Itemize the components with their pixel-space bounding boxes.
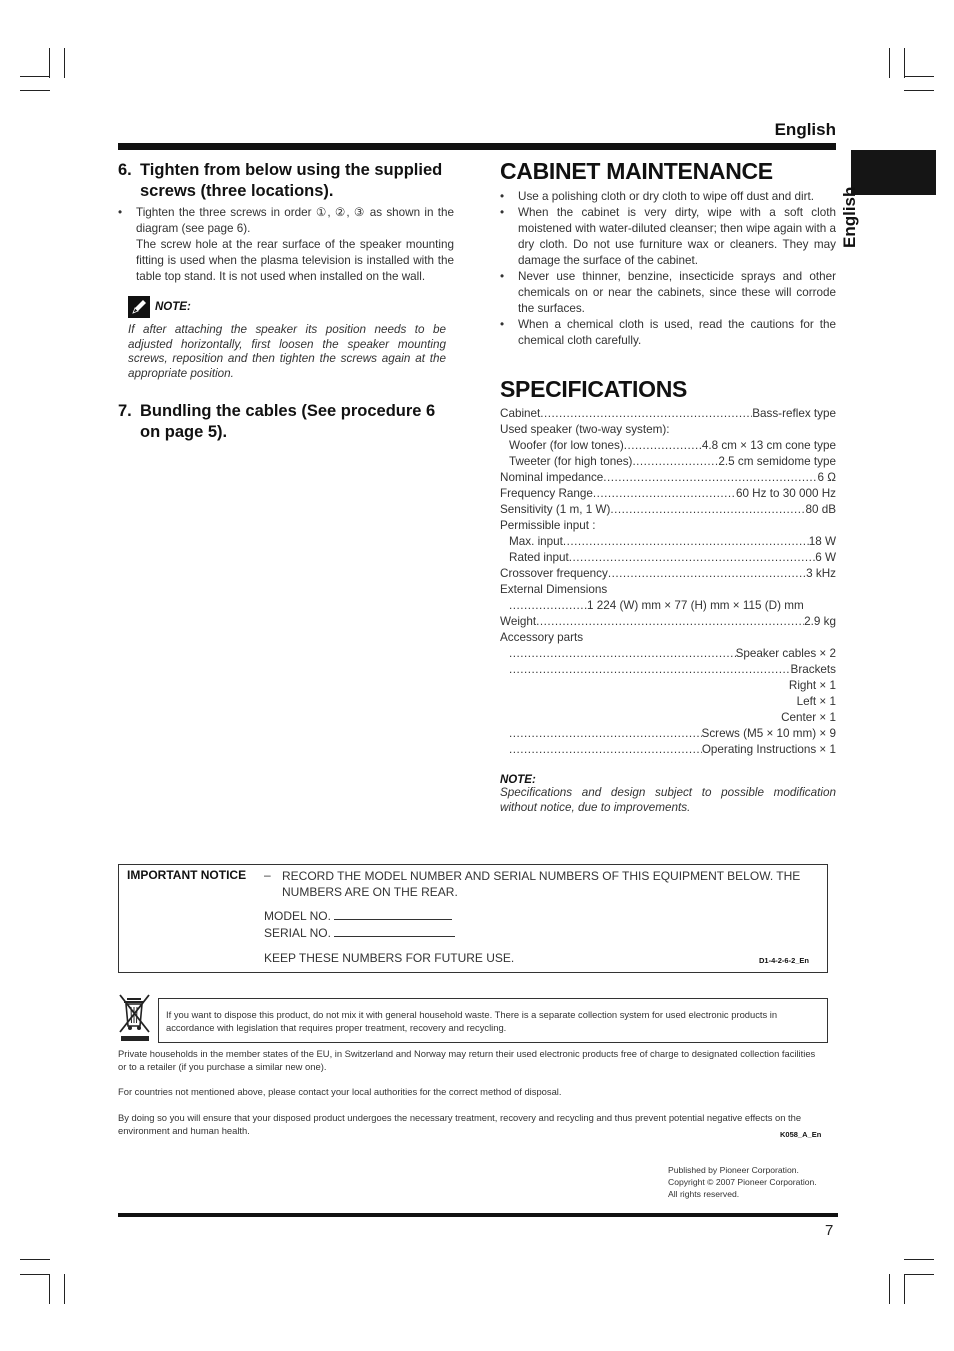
step-6-title: Tighten from below using the supplied screws (three locations). — [140, 161, 443, 200]
spec-row-woofer: Woofer (for low tones) ..... 4.8 cm × 13 cm cone type — [500, 438, 836, 454]
spec-row-rated-input: Rated input ..... 6 W — [500, 550, 836, 566]
page-number: 7 — [825, 1222, 834, 1239]
disposal-code: K058_A_En — [780, 1130, 822, 1139]
spec-bracket-center: Center × 1 — [781, 711, 836, 724]
serial-number-row — [264, 926, 455, 940]
notice-label: IMPORTANT NOTICE — [127, 868, 247, 882]
spec-dimensions-label: External Dimensions — [500, 583, 608, 596]
list-item: • Use a polishing cloth or dry cloth to wipe off dust and dirt. — [500, 189, 836, 205]
language-header: English — [774, 120, 836, 139]
spec-note-text: Specifications and design subject to possible modification without notice, due to improvements. — [500, 786, 836, 814]
spec-row-instructions: ..... Operating Instructions × 1 — [500, 742, 836, 758]
disposal-box — [158, 998, 828, 1043]
step-6-heading — [118, 160, 454, 202]
cabinet-maintenance-title: CABINET MAINTENANCE — [500, 158, 773, 184]
step-7-heading — [118, 401, 454, 443]
publisher-info — [668, 1164, 817, 1200]
spec-row-screws: ..... Screws (M5 × 10 mm) × 9 — [500, 726, 836, 742]
spec-row-weight: Weight ..... 2.9 kg — [500, 614, 836, 630]
disposal-paragraph-2: For countries not mentioned above, please contact your local authorities for the correct method of disposal. — [118, 1086, 562, 1097]
copyright: Copyright © 2007 Pioneer Corporation. — [668, 1177, 817, 1187]
list-item: • When a chemical cloth is used, read the cautions for the chemical cloth carefully. — [500, 317, 836, 349]
disposal-paragraph-3: By doing so you will ensure that your disposed product undergoes the necessary treatment, recovery and recycling and thus prevent potential negative effects on the environment and human health. — [118, 1112, 802, 1136]
step-7-title: Bundling the cables (See procedure 6 on page 5). — [140, 402, 436, 441]
side-tab — [851, 150, 936, 195]
notice-dash: – — [264, 868, 271, 882]
notice-text: RECORD THE MODEL NUMBER AND SERIAL NUMBERS OF THIS EQUIPMENT BELOW. THE NUMBERS ARE ON THE REAR. — [282, 869, 801, 899]
cabinet-bullets — [500, 189, 836, 349]
specifications-title: SPECIFICATIONS — [500, 376, 688, 402]
note-pencil-icon — [128, 296, 150, 318]
model-number-label: MODEL NO. — [264, 909, 331, 923]
spec-row-crossover: Crossover frequency ..... 3 kHz — [500, 566, 836, 582]
top-rule — [118, 143, 836, 150]
list-item: • When the cabinet is very dirty, wipe with a soft cloth moistened with water-diluted cleanser; then wipe again with a dry cloth. Do not use furniture wax or cleaners. They may damage the surface of the cabinet. — [500, 205, 836, 269]
important-notice-box — [118, 864, 828, 973]
disposal-paragraph-1: Private households in the member states of the EU, in Switzerland and Norway may return their used electronic products free of charge to designated collection facilities or to a retailer (if you purchase a similar new one). — [118, 1048, 816, 1072]
left-column — [118, 160, 454, 443]
spec-list — [500, 406, 836, 758]
spec-used-speaker: Used speaker (two-way system): — [500, 423, 670, 436]
model-number-row — [264, 909, 452, 923]
published-by: Published by Pioneer Corporation. — [668, 1165, 799, 1175]
spec-row-frequency: Frequency Range ..... 60 Hz to 30 000 Hz — [500, 486, 836, 502]
spec-bracket-right: Right × 1 — [788, 679, 836, 692]
spec-row-brackets: ..... Brackets — [500, 662, 836, 678]
bottom-rule — [118, 1213, 838, 1217]
spec-bracket-left: Left × 1 — [796, 695, 836, 708]
note-text: If after attaching the speaker its position needs to be adjusted horizontally, first loosen the speaker mounting screws, reposition and then tighten the screws again at the appropriate position. — [128, 323, 446, 380]
spec-row-dimensions: ..... 1 224 (W) mm × 77 (H) mm × 115 (D) mm — [500, 598, 836, 614]
spec-row-sensitivity: Sensitivity (1 m, 1 W) ..... 80 dB — [500, 502, 836, 518]
spec-row-max-input: Max. input ..... 18 W — [500, 534, 836, 550]
crossed-bin-icon — [117, 992, 153, 1042]
spec-row-tweeter: Tweeter (for high tones) ..... 2.5 cm semidome type — [500, 454, 836, 470]
disposal-box-text: If you want to dispose this product, do not mix it with general household waste. There is a separate collection system for used electronic products in accordance with legislation that requires proper treatment, recovery and recycling. — [166, 1009, 778, 1033]
step-6-paragraph: The screw hole at the rear surface of the speaker mounting fitting is used when the plasma television is installed with the table top stand. It is not used when installed on the wall. — [136, 238, 454, 283]
spec-row-impedance: Nominal impedance ..... 6 Ω — [500, 470, 836, 486]
list-item: • Tighten the three screws in order ①, ②, ③ as shown in the diagram (see page 6). — [118, 205, 454, 237]
side-tab-label: English — [840, 186, 859, 248]
note-block — [118, 296, 454, 381]
serial-number-field[interactable] — [334, 927, 455, 937]
model-number-field[interactable] — [334, 910, 452, 920]
serial-number-label: SERIAL NO. — [264, 926, 331, 940]
spec-row-cabinet: Cabinet ..... Bass-reflex type — [500, 406, 836, 422]
right-column — [500, 158, 836, 815]
list-item: • Never use thinner, benzine, insecticide sprays and other chemicals on or near the cabinets, since these will corrode the surfaces. — [500, 269, 836, 317]
rights-reserved: All rights reserved. — [668, 1189, 740, 1199]
spec-permissible: Permissible input : — [500, 519, 596, 532]
spec-note-label: NOTE: — [500, 774, 536, 786]
notice-code: D1-4-2-6-2_En — [759, 956, 810, 965]
spec-row-speaker-cables: ..... Speaker cables × 2 — [500, 646, 836, 662]
notice-keep: KEEP THESE NUMBERS FOR FUTURE USE. — [264, 951, 515, 965]
spec-accessory-label: Accessory parts — [500, 631, 584, 644]
step-6-bullets — [118, 205, 454, 237]
note-label: NOTE: — [155, 301, 191, 313]
step-6-number: 6. — [118, 161, 132, 179]
step-7-number: 7. — [118, 402, 132, 420]
